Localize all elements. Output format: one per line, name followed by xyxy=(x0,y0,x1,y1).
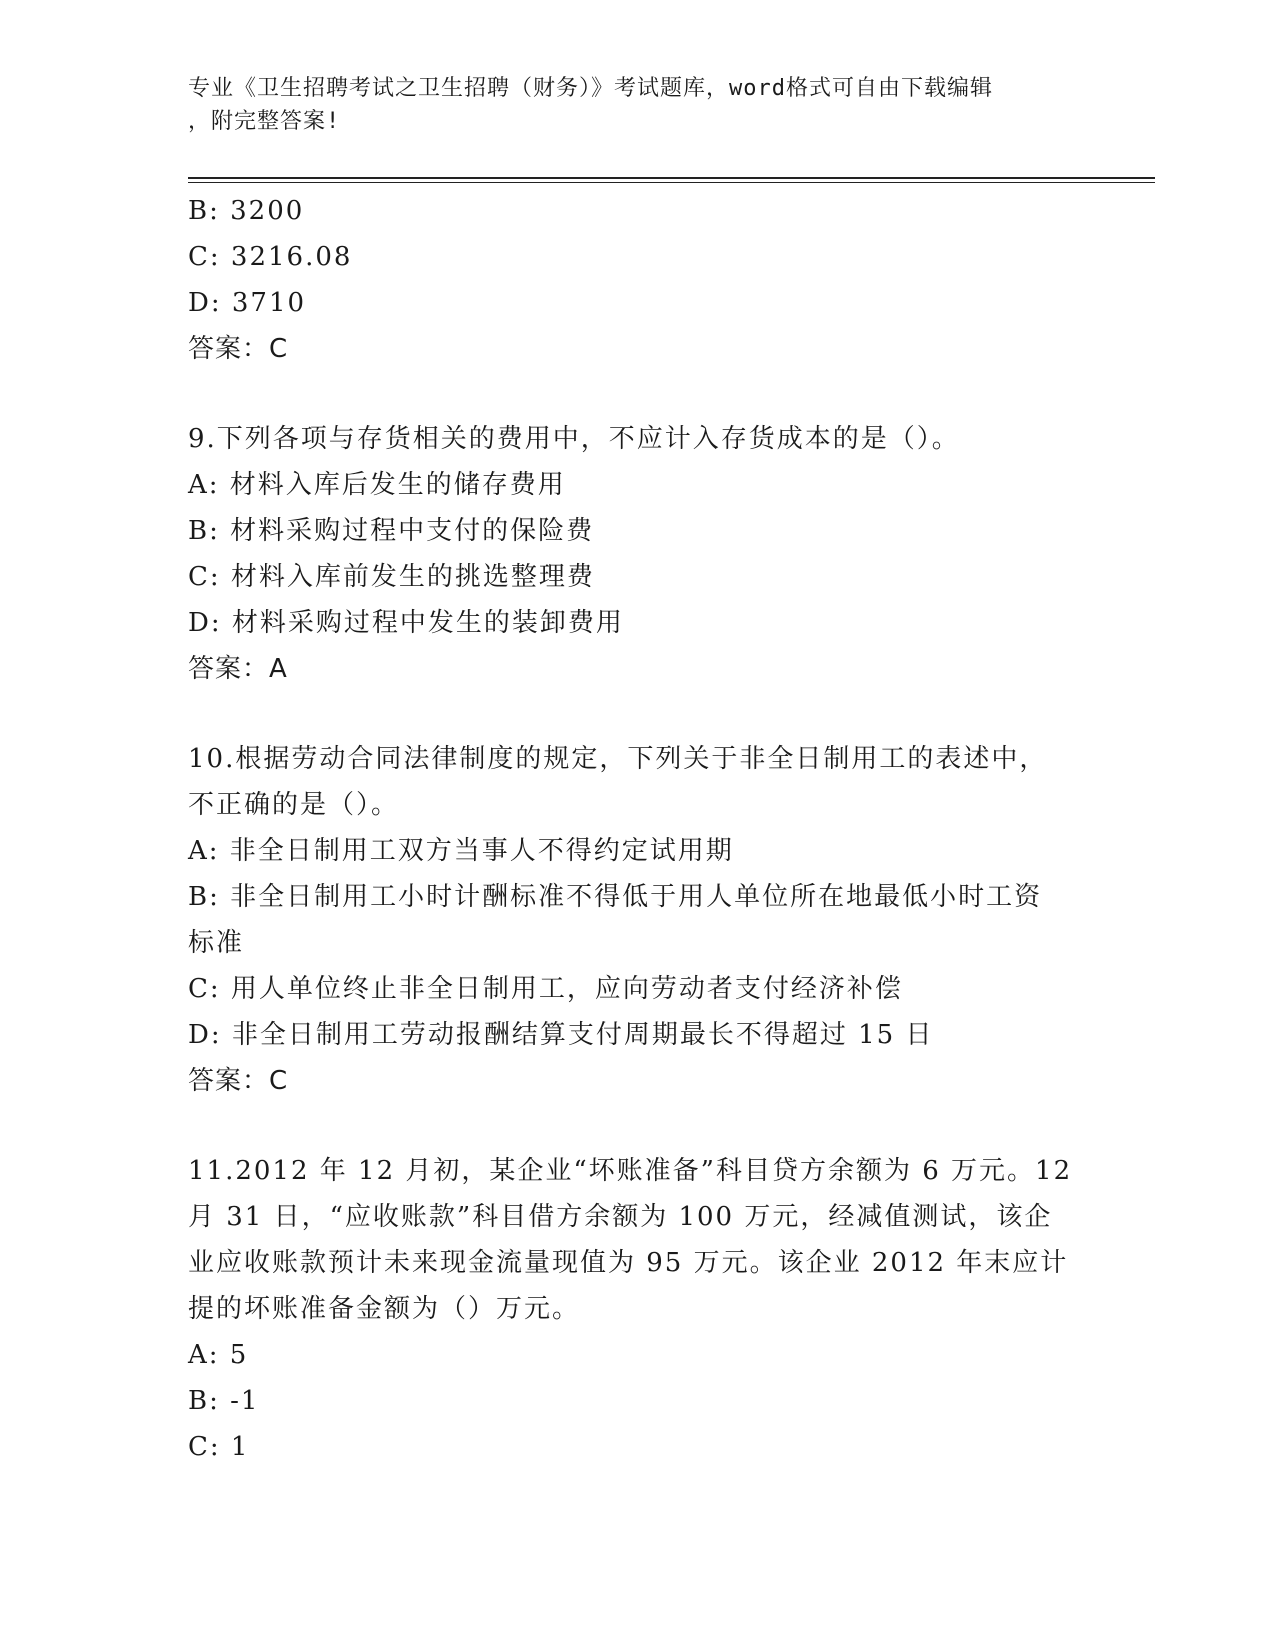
question-8-tail xyxy=(188,188,1088,372)
option-b: B: -1 xyxy=(188,1386,260,1416)
question-stem: 9.下列各项与存货相关的费用中，不应计入存货成本的是（）。 xyxy=(188,424,960,454)
question-stem-line-2: 不正确的是（）。 xyxy=(188,790,400,820)
option-b-line-2: 标准 xyxy=(188,928,245,958)
header-line-1: 专业《卫生招聘考试之卫生招聘（财务）》考试题库，word格式可自由下载编辑 xyxy=(188,76,993,101)
header-line-2: ，附完整答案! xyxy=(188,109,341,134)
option-a: A: 5 xyxy=(188,1340,249,1370)
spacer xyxy=(188,692,1088,736)
option-d: D: 非全日制用工劳动报酬结算支付周期最长不得超过 15 日 xyxy=(188,1020,934,1050)
option-c: C: 材料入库前发生的挑选整理费 xyxy=(188,562,595,592)
option-c: C: 3216.08 xyxy=(188,242,353,272)
question-stem-line-1: 11.2012 年 12 月初，某企业“坏账准备”科目贷方余额为 6 万元。12 xyxy=(188,1156,1073,1186)
question-stem-line-2: 月 31 日，“应收账款”科目借方余额为 100 万元，经减值测试，该企 xyxy=(188,1202,1053,1232)
answer-line: 答案：C xyxy=(188,1066,289,1096)
option-b: B: 材料采购过程中支付的保险费 xyxy=(188,516,595,546)
option-c: C: 用人单位终止非全日制用工，应向劳动者支付经济补偿 xyxy=(188,974,903,1004)
question-11 xyxy=(188,1148,1088,1470)
option-b-line-1: B: 非全日制用工小时计酬标准不得低于用人单位所在地最低小时工资 xyxy=(188,882,1043,912)
option-a: A: 材料入库后发生的储存费用 xyxy=(188,470,566,500)
question-stem-line-3: 业应收账款预计未来现金流量现值为 95 万元。该企业 2012 年末应计 xyxy=(188,1248,1069,1278)
answer-line: 答案：A xyxy=(188,654,288,684)
spacer xyxy=(188,372,1088,416)
spacer xyxy=(188,1104,1088,1148)
header-divider-thin xyxy=(188,182,1155,183)
page-header xyxy=(188,72,1088,138)
header-divider-thick xyxy=(188,177,1155,179)
question-stem-line-4: 提的坏账准备金额为（）万元。 xyxy=(188,1294,581,1324)
question-10 xyxy=(188,736,1088,1104)
answer-line: 答案：C xyxy=(188,334,289,364)
question-content xyxy=(188,188,1088,1470)
option-b: B: 3200 xyxy=(188,196,305,226)
option-a: A: 非全日制用工双方当事人不得约定试用期 xyxy=(188,836,734,866)
question-9 xyxy=(188,416,1088,692)
option-d: D: 3710 xyxy=(188,288,307,318)
option-d: D: 材料采购过程中发生的装卸费用 xyxy=(188,608,624,638)
question-stem-line-1: 10.根据劳动合同法律制度的规定，下列关于非全日制用工的表述中， xyxy=(188,744,1048,774)
option-c: C: 1 xyxy=(188,1432,250,1462)
